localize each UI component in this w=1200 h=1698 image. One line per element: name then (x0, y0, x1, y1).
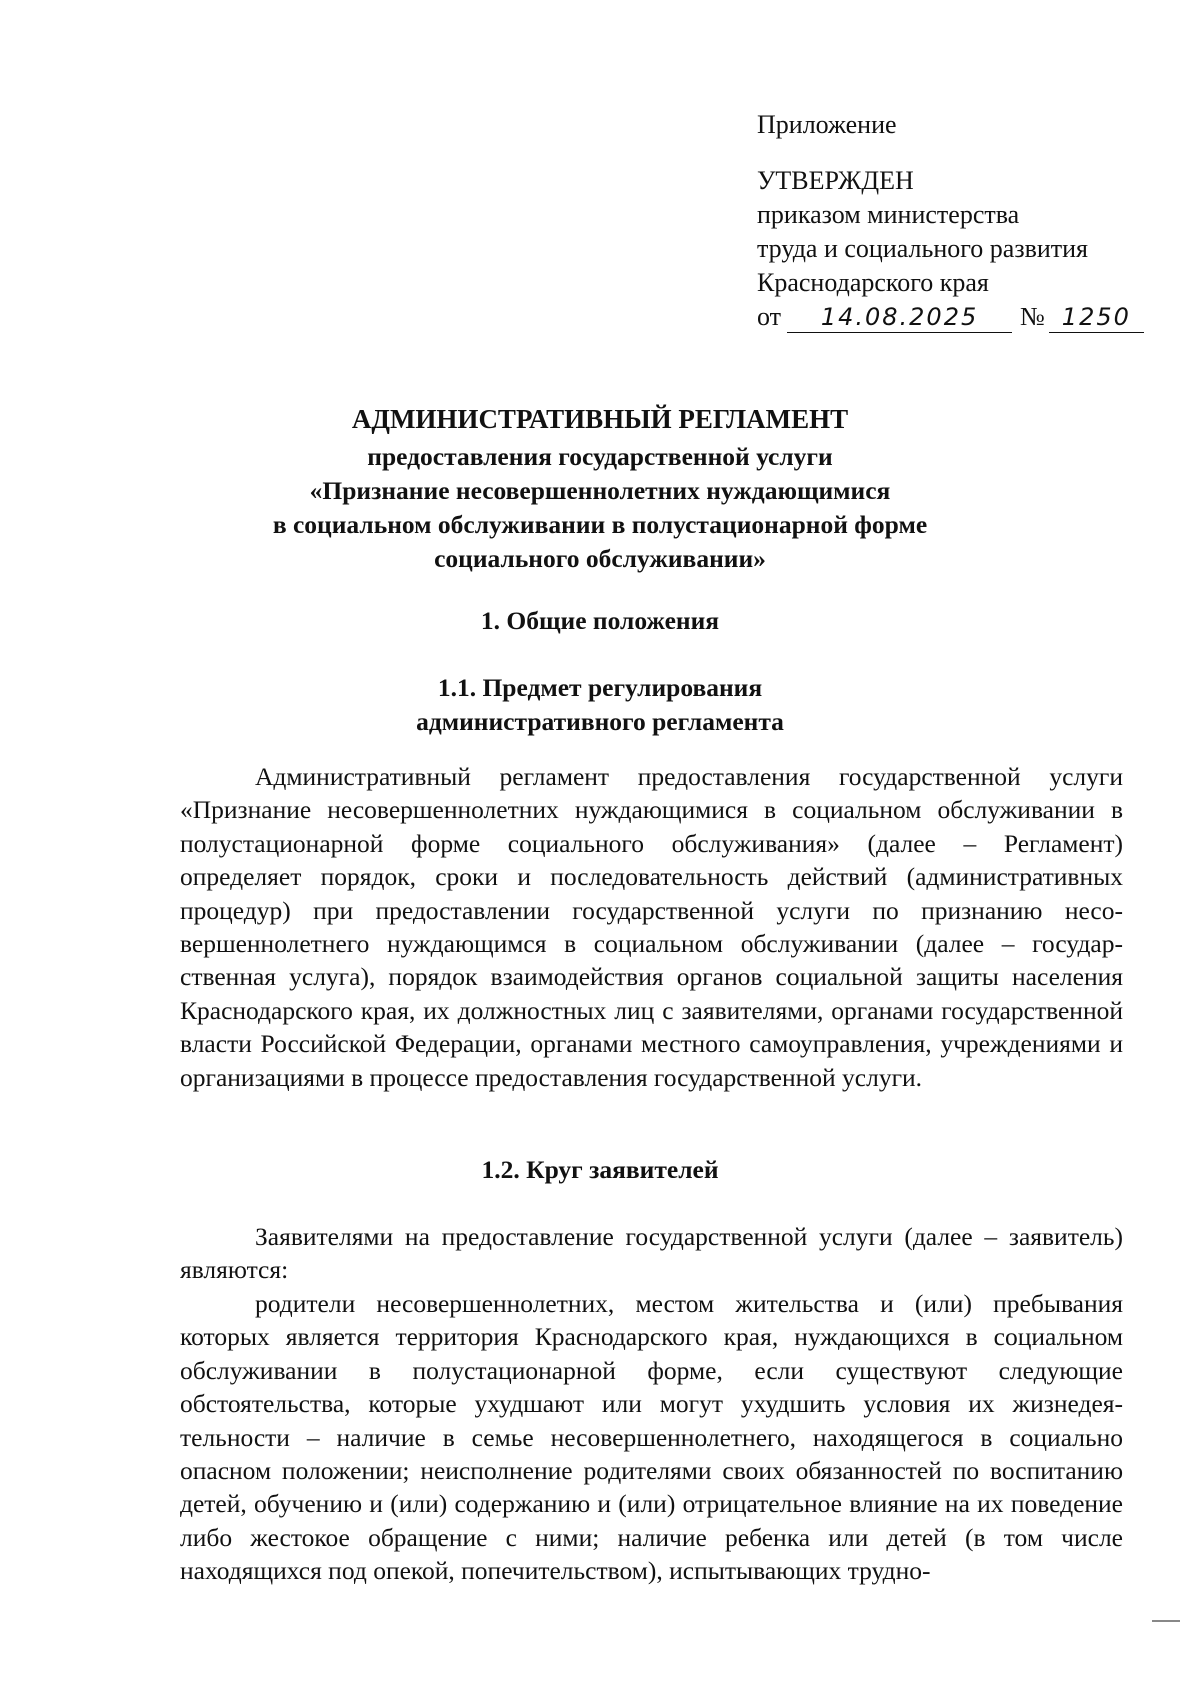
handwritten-date: 14.08.2025 (787, 302, 1012, 333)
order-line-2: труда и социального развития (757, 234, 1089, 263)
appendix-label: Приложение (757, 110, 897, 139)
subtitle-line-4: социального обслуживании» (434, 544, 766, 573)
order-line-1: приказом министерства (757, 200, 1020, 229)
date-number-line (757, 300, 1144, 334)
order-line-3: Краснодарского края (757, 268, 989, 297)
subject-heading-line-1: 1.1. Предмет регулирования (437, 673, 763, 702)
approval-block (757, 108, 1144, 334)
document-subtitle (0, 440, 1200, 576)
subject-heading-line-2: административного регламента (416, 707, 784, 736)
margin-mark (1152, 1620, 1180, 1622)
date-prefix: от (757, 302, 782, 331)
handwritten-number: 1250 (1049, 302, 1144, 333)
section-heading-applicants: 1.2. Круг заявителей (481, 1155, 719, 1184)
approved-label: УТВЕРЖДЕН (757, 166, 914, 195)
number-prefix: № (1020, 302, 1045, 331)
paragraph-applicants-parents: родители несовершеннолетних, местом жительства и (или) пребывания которых является территория Краснодарского края, нуждающихся в социальном обслуживании в полустационарной форме, если существуют следующие обстоятельства, которые ухудшают или могут ухудшить условия их жизнедеятельности – наличие в семье несовершеннолетнего, находящегося в социально опасном положении; неисполнение родителями своих обязанностей по воспитанию детей, обучению и (или) содержанию и (или) отрицательное влияние на их поведение либо жестокое обращение с ними; наличие ребенка или детей (в том числе находящихся под опекой, попечительством), испытывающих трудно- (180, 1289, 1123, 1586)
paragraph-regulation-subject: Административный регламент предоставления государственной услуги «Признание несовершеннолетних нуждающимися в социальном обслуживании в полустационарной форме социального обслуживания» (далее – Регламент) определяет порядок, сроки и последовательность действий (административных процедур) при предоставлении государственной услуги по признанию несовершеннолетнего нуждающимся в социальном обслуживании (далее – государственная услуга), порядок взаимодействия органов социальной защиты населения Краснодарского края, их должностных лиц с заявителями, органами государственной власти Российской Федерации, органами местного самоуправления, учреждениями и организациями в процессе предоставления государственной услуги. (180, 762, 1123, 1092)
paragraph-applicants-intro: Заявителями на предоставление государственной услуги (далее – заявитель) являются: (180, 1222, 1123, 1285)
section-heading-general: 1. Общие положения (480, 606, 720, 635)
subtitle-line-3: в социальном обслуживании в полустационарной форме (272, 510, 928, 539)
section-heading-subject (0, 671, 1200, 739)
subtitle-line-1: предоставления государственной услуги (367, 442, 833, 471)
document-title: АДМИНИСТРАТИВНЫЙ РЕГЛАМЕНТ (351, 404, 849, 434)
subtitle-line-2: «Признание несовершеннолетних нуждающимися (309, 476, 891, 505)
